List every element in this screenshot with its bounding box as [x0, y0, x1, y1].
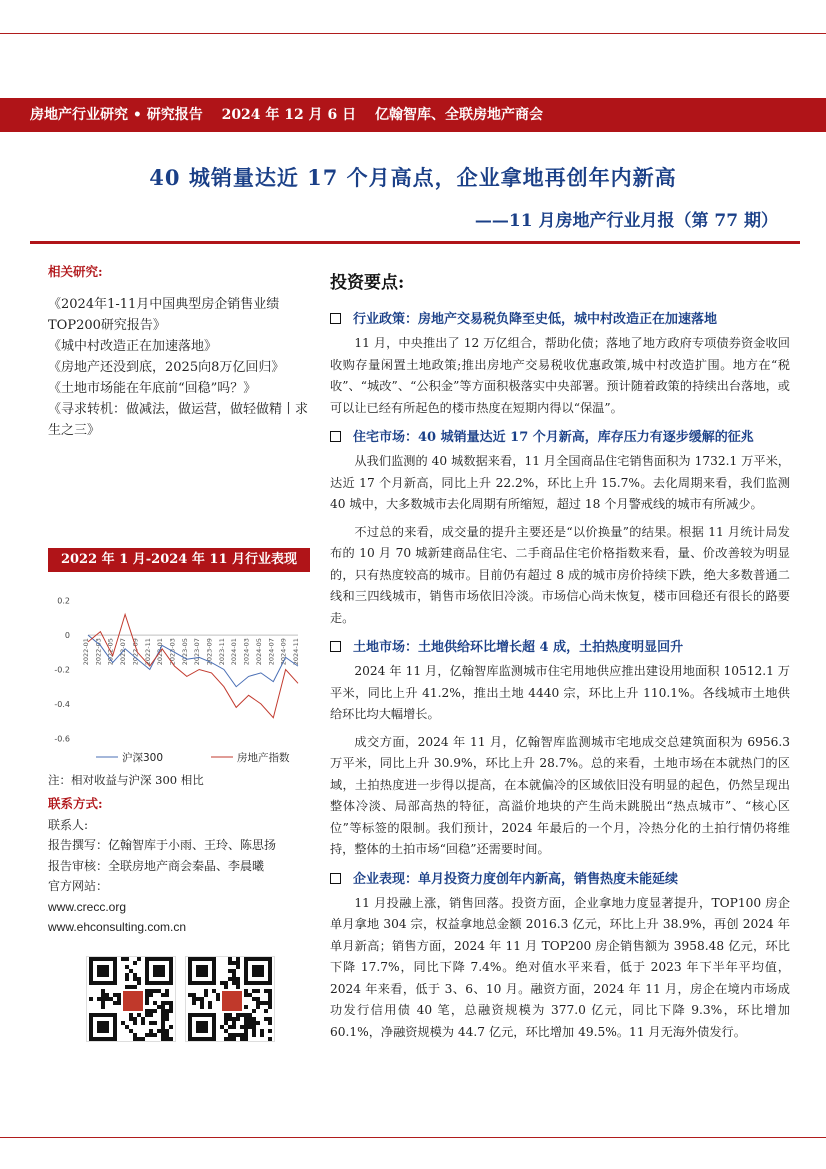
x-tick-label: 2022-09	[131, 638, 140, 666]
qr-code-icon	[86, 956, 176, 1042]
chart-title: 2022 年 1 月-2024 年 11 月行业表现	[48, 548, 310, 572]
qr-module	[264, 1009, 268, 1013]
related-link[interactable]: 《土地市场能在年底前“回稳”吗？》	[48, 381, 257, 396]
banner-date: 2024 年 12 月 6 日	[221, 107, 357, 123]
qr-module	[153, 1033, 157, 1037]
y-tick-label: -0.6	[54, 734, 70, 744]
section-enterprise	[330, 869, 790, 1044]
qr-module	[268, 1021, 272, 1025]
section-land	[330, 637, 790, 861]
qr-logo-icon	[121, 989, 145, 1013]
sidebar	[48, 262, 310, 441]
qr-module	[204, 993, 208, 997]
qr-module	[165, 993, 169, 997]
investment-highlights	[330, 268, 790, 1049]
chart-note: 注：相对收益与沪深 300 相比	[48, 773, 204, 787]
related-link[interactable]: 《寻求转机：做减法，做运营，做轻做精丨求生之三》	[48, 402, 309, 438]
section-paragraph: 从我们监测的 40 城数据来看，11 月全国商品住宅销售面积为 1732.1 万平米，达近 17 个月新高，同比上升 22.2%，环比上升 15.7%。去化周期来看，我们监测 40 城中，大多数城市去化周期有所缩短，超过 18 个月警戒线的城市有所减少。	[330, 454, 790, 511]
section-paragraph: 11 月投融上涨，销售回落。投资方面，企业拿地力度显著提升，TOP100 房企单月拿地 304 宗，权益拿地总金额 2016.3 亿元，环比上升 38.9%，再创 2024 年单月新高；销售方面，2024 年 11 月 TOP200 房企销售额为 3958.48 亿元，环比下降 17.7%，同比下降 7.4%。绝对值水平来看，低于 2023 年下半年平均值，2024 年来看，低于 3、6、10 月。融资方面，2024 年 11 月，房企在境内市场成功发行信用债 40 笔，总融资规模为 377.0 亿元，同比下降 9.3%，环比增加 60.1%，净融资规模为 44.7 亿元，环比增加 49.5%。11 月无海外债发行。	[330, 895, 790, 1039]
x-tick-label: 2022-01	[82, 638, 90, 666]
qr-module	[89, 997, 93, 1001]
qr-logo-icon	[220, 989, 244, 1013]
x-tick-label: 2024-01	[230, 638, 239, 666]
section-paragraph: 不过总的来看，成交量的提升主要还是“以价换量”的结果。根据 11 月统计局发布的 10 月 70 城新建商品住宅、二手商品住宅价格指数来看，量、价改善较为明显的，只有热度较高的城市。目前仍有超过 8 成的城市房价持续下跌，绝大多数普通二线和三四线城市，销售市场依旧冷淡。市场信心尚未恢复，楼市回稳还有很长的路要走。	[330, 524, 790, 625]
x-tick-label: 2024-03	[242, 638, 251, 666]
section-title: 行业政策：房地产交易税负降至史低，城中村改造正在加速落地	[330, 309, 790, 331]
checkbox-bullet-icon	[330, 431, 341, 442]
qr-module	[165, 1017, 169, 1021]
report-title: 40 城销量达近 17 个月高点，企业拿地再创年内新高	[149, 165, 677, 190]
website-link[interactable]: www.crecc.org	[48, 899, 127, 914]
qr-module	[244, 1037, 248, 1041]
qr-module	[125, 957, 129, 961]
qr-module	[153, 1021, 157, 1025]
qr-module	[252, 1033, 256, 1037]
qr-code-icon	[185, 956, 275, 1042]
x-tick-label: 2022-05	[106, 638, 115, 666]
qr-module	[236, 1017, 240, 1021]
qr-module	[137, 957, 141, 961]
y-tick-label: -0.2	[54, 665, 70, 675]
related-link[interactable]: 《2024年1-11月中国典型房企销售业绩TOP200研究报告》	[48, 297, 280, 333]
section-policy	[330, 309, 790, 419]
report-banner	[0, 98, 826, 132]
section-paragraph: 成交方面，2024 年 11 月，亿翰智库监测城市宅地成交总建筑面积为 6956.3 万平米，同比上升 30.9%，环比上升 28.7%。总的来看，土地市场在本就热门的区域，土拍热度进一步得以提高，在本就偏冷的区域依旧没有明显的起色，仍然呈现出整体冷淡、局部高热的特征，高溢价地块的产生尚未跳脱出“热点城市”、“核心区位”等标签的限制。我们预计，2024 年最后的一个月，冷热分化的土拍行情仍将维持，整体的土拍市场“回稳”还需要时间。	[330, 734, 790, 856]
qr-finder	[97, 965, 109, 977]
qr-module	[141, 1021, 145, 1025]
report-subtitle: ——11 月房地产行业月报（第 77 期）	[474, 211, 778, 231]
qr-module	[268, 1005, 272, 1009]
x-tick-label: 2024-11	[292, 638, 300, 666]
related-research-list	[48, 294, 310, 441]
contact-line: 报告审核：全联房地产商会秦晶、李晨曦	[48, 858, 265, 873]
x-tick-label: 2023-11	[217, 638, 226, 666]
qr-module	[145, 1001, 149, 1005]
qr-module	[268, 1037, 272, 1041]
section-residential	[330, 427, 790, 629]
section-title: 土地市场：土地供给环比增长超 4 成，土拍热度明显回升	[330, 637, 790, 659]
qr-module	[208, 1005, 212, 1009]
x-tick-label: 2022-03	[94, 638, 103, 666]
qr-module	[169, 1037, 173, 1041]
qr-finder	[196, 965, 208, 977]
x-tick-label: 2024-05	[254, 638, 263, 666]
related-research-heading: 相关研究:	[48, 264, 103, 279]
x-tick-label: 2024-07	[267, 638, 276, 666]
top-rule	[0, 33, 826, 34]
legend-label: 房地产指数	[237, 752, 290, 764]
qr-finder	[97, 1021, 109, 1033]
qr-module	[260, 1033, 264, 1037]
x-tick-label: 2023-07	[193, 638, 202, 666]
y-tick-label: 0	[64, 631, 70, 641]
y-tick-label: -0.4	[54, 699, 70, 709]
section-paragraph: 2024 年 11 月，亿翰智库监测城市住宅用地供应推出建设用地面积 10512.1 万平米，同比上升 41.2%，推出土地 4440 宗，环比上升 110.1%。各线城市土地供给环比均大幅增长。	[330, 664, 790, 721]
section-title: 企业表现：单月投资力度创年内新高，销售热度未能延续	[330, 869, 790, 891]
line-chart	[48, 572, 310, 770]
section-title: 住宅市场：40 城销量达近 17 个月新高，库存压力有逐步缓解的征兆	[330, 427, 790, 449]
contact-line: 联系人:	[48, 817, 89, 832]
qr-module	[153, 1009, 157, 1013]
qr-module	[149, 1013, 153, 1017]
title-divider	[30, 241, 800, 244]
qr-module	[200, 1005, 204, 1009]
industry-performance-chart	[48, 548, 310, 770]
banner-org: 亿翰智库、全联房地产商会	[375, 107, 544, 123]
qr-module	[137, 981, 141, 985]
contact-line: 官方网站：	[48, 879, 109, 893]
qr-module	[169, 1025, 173, 1029]
highlights-heading: 投资要点:	[330, 273, 405, 293]
checkbox-bullet-icon	[330, 873, 341, 884]
y-tick-label: 0.2	[57, 596, 70, 606]
contact-block	[48, 794, 310, 938]
qr-finder	[252, 965, 264, 977]
section-paragraph: 11 月，中央推出了 12 万亿组合，帮助化债；落地了地方政府专项债券资金收回收购存量闲置土地政策;推出房地产交易税收优惠政策,城中村改造扩围。地方在“税收”、“城改”、“公积金”等方面积极落实中央部署。预计随着政策的持续出台落地，或可以让已经有所起色的楼市热度在短期内得以“保温”。	[330, 336, 790, 415]
qr-module	[256, 1005, 260, 1009]
qr-module	[125, 977, 129, 981]
banner-category: 房地产行业研究 • 研究报告	[30, 107, 203, 123]
qr-module	[169, 1009, 173, 1013]
qr-module	[133, 1021, 137, 1025]
qr-module	[256, 1021, 260, 1025]
checkbox-bullet-icon	[330, 313, 341, 324]
qr-module	[149, 993, 153, 997]
x-tick-label: 2024-09	[279, 638, 288, 666]
legend-label: 沪深300	[122, 752, 164, 764]
x-tick-label: 2023-05	[180, 638, 189, 666]
related-link[interactable]: 《房地产还没到底，2025向8万亿回归》	[48, 360, 285, 375]
qr-module	[236, 965, 240, 969]
qr-module	[232, 1025, 236, 1029]
qr-module	[232, 1037, 236, 1041]
x-tick-label: 2022-11	[143, 638, 152, 666]
qr-module	[101, 1005, 105, 1009]
x-tick-label: 2023-09	[205, 638, 214, 666]
qr-module	[244, 1005, 248, 1009]
related-link[interactable]: 《城中村改造正在加速落地》	[48, 339, 218, 354]
x-tick-label: 2022-07	[119, 638, 128, 666]
qr-module	[141, 1037, 145, 1041]
x-tick-label: 2023-03	[168, 638, 177, 666]
qr-module	[252, 1009, 256, 1013]
qr-module	[133, 961, 137, 965]
qr-finder	[196, 1021, 208, 1033]
contact-heading: 联系方式:	[48, 796, 103, 811]
qr-module	[192, 1001, 196, 1005]
qr-module	[256, 989, 260, 993]
checkbox-bullet-icon	[330, 641, 341, 652]
qr-finder	[153, 965, 165, 977]
bottom-rule	[0, 1137, 826, 1138]
x-tick-label: 2023-01	[156, 638, 165, 666]
website-link[interactable]: www.ehconsulting.com.cn	[48, 920, 187, 934]
qr-module	[268, 1029, 272, 1033]
contact-line: 报告撰写：亿翰智库于小雨、王玲、陈思扬	[48, 838, 277, 852]
